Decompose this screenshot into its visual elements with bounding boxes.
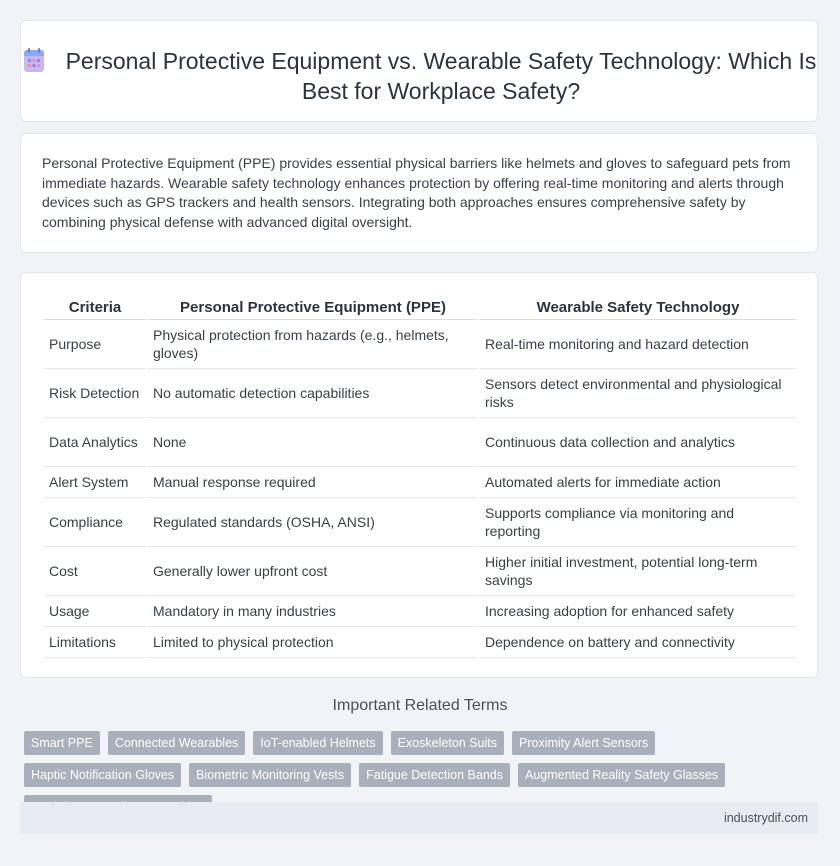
related-term-tag[interactable]: Augmented Reality Safety Glasses	[518, 763, 725, 787]
ppe-cell: No automatic detection capabilities	[148, 369, 478, 418]
document-icon	[21, 48, 47, 74]
related-term-tag[interactable]: Smart PPE	[24, 731, 100, 755]
ppe-cell: Limited to physical protection	[148, 627, 478, 658]
criteria-cell: Limitations	[44, 627, 146, 658]
table-row	[44, 547, 796, 596]
wearable-cell: Supports compliance via monitoring and reporting	[480, 498, 796, 547]
wearable-cell: Sensors detect environmental and physiological risks	[480, 369, 796, 418]
ppe-cell: Physical protection from hazards (e.g., helmets, gloves)	[148, 320, 478, 369]
related-term-tag[interactable]: IoT-enabled Helmets	[253, 731, 382, 755]
criteria-cell: Purpose	[44, 320, 146, 369]
criteria-cell: Usage	[44, 596, 146, 627]
table-row	[44, 369, 796, 418]
intro-paragraph: Personal Protective Equipment (PPE) provides essential physical barriers like helmets and gloves to safeguard pets from immediate hazards. Wearable safety technology enhances protection by offering real-time monitoring and alerts through devices such as GPS trackers and health sensors. Integrating both approaches ensures comprehensive safety by combining physical defense with advanced digital oversight.	[42, 155, 791, 230]
wearable-cell: Continuous data collection and analytics	[480, 418, 796, 467]
table-row	[44, 467, 796, 498]
page-title: Personal Protective Equipment vs. Wearable Safety Technology: Which Is Best for Workplace Safety?	[65, 48, 817, 104]
related-term-tag[interactable]: Connected Wearables	[108, 731, 245, 755]
criteria-cell: Compliance	[44, 498, 146, 547]
comparison-card	[20, 272, 818, 678]
table-header-row	[44, 295, 796, 320]
table-row	[44, 498, 796, 547]
ppe-cell: Manual response required	[148, 467, 478, 498]
related-term-tag[interactable]: Proximity Alert Sensors	[512, 731, 655, 755]
wearable-cell: Real-time monitoring and hazard detection	[480, 320, 796, 369]
header-card	[20, 20, 818, 122]
related-term-tag[interactable]: Haptic Notification Gloves	[24, 763, 181, 787]
criteria-cell: Alert System	[44, 467, 146, 498]
wearable-cell: Higher initial investment, potential long-term savings	[480, 547, 796, 596]
table-row	[44, 320, 796, 369]
related-term-tag[interactable]: Fatigue Detection Bands	[359, 763, 510, 787]
table-row	[44, 418, 796, 467]
criteria-cell: Risk Detection	[44, 369, 146, 418]
related-term-tag[interactable]: Exoskeleton Suits	[391, 731, 504, 755]
related-term-tag[interactable]: Biometric Monitoring Vests	[189, 763, 351, 787]
related-terms-heading: Important Related Terms	[332, 697, 508, 714]
source-link[interactable]: industrydif.com	[723, 811, 808, 825]
wearable-cell: Increasing adoption for enhanced safety	[480, 596, 796, 627]
ppe-cell: Mandatory in many industries	[148, 596, 478, 627]
header-criteria: Criteria	[44, 295, 146, 320]
intro-card	[20, 133, 818, 253]
comparison-table	[42, 295, 798, 658]
criteria-cell: Cost	[44, 547, 146, 596]
footer-bar	[20, 802, 818, 834]
table-row	[44, 627, 796, 658]
criteria-cell: Data Analytics	[44, 418, 146, 467]
header-wearable: Wearable Safety Technology	[480, 295, 796, 320]
ppe-cell: Generally lower upfront cost	[148, 547, 478, 596]
table-row	[44, 596, 796, 627]
ppe-cell: None	[148, 418, 478, 467]
header-ppe: Personal Protective Equipment (PPE)	[148, 295, 478, 320]
ppe-cell: Regulated standards (OSHA, ANSI)	[148, 498, 478, 547]
wearable-cell: Automated alerts for immediate action	[480, 467, 796, 498]
wearable-cell: Dependence on battery and connectivity	[480, 627, 796, 658]
